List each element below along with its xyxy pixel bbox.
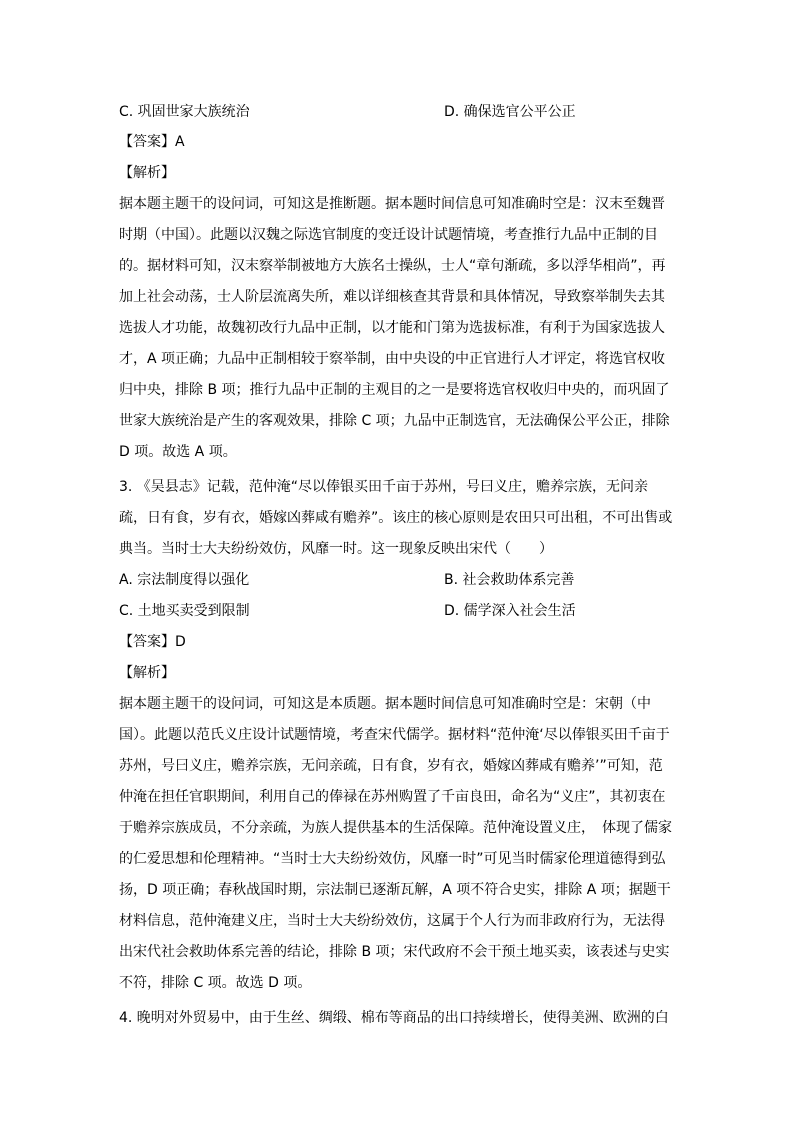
q3-stem-line: 疏，日有食，岁有衣，婚嫁凶葬咸有赡养”。该庄的核心原则是农田只可出租，不可出售或 [119, 510, 673, 526]
q4-stem-line: 4. 晚明对外贸易中，由于生丝、绸缎、棉布等商品的出口持续增长，使得美洲、欧洲的白 [119, 1010, 669, 1026]
q2-answer: 【答案】A [119, 134, 185, 150]
q2-analysis-line: 据本题主题干的设问词，可知这是推断题。据本题时间信息可知准确时空是：汉末至魏晋 [119, 196, 665, 212]
q2-analysis-line: 才，A 项正确；九品中正制相较于察举制，由中央设的中正官进行人才评定，将选官权收 [119, 351, 666, 367]
q2-analysis-line: D 项。故选 A 项。 [119, 444, 237, 460]
q3-option-c: C. 土地买卖受到限制 [119, 603, 250, 619]
q3-stem-line: 典当。当时士大夫纷纷效仿，风靡一时。这一现象反映出宋代（ ） [119, 541, 553, 557]
q3-stem-line: 3. 《吴县志》记载，范仲淹“尽以俸银买田千亩于苏州，号曰义庄，赡养宗族，无问亲 [119, 479, 649, 495]
q3-answer: 【答案】D [119, 634, 186, 650]
q3-analysis-line: 的仁爱思想和伦理精神。“当时士大夫纷纷效仿，风靡一时”可见当时儒家伦理道德得到弘 [119, 851, 666, 867]
q3-analysis-line: 出宋代社会救助体系完善的结论，排除 B 项；宋代政府不会干预土地买卖，该表述与史实 [119, 944, 670, 960]
q3-analysis-line: 苏州，号曰义庄，赡养宗族，无问亲疏，日有食，岁有衣，婚嫁凶葬咸有赡养’”可知，范 [119, 758, 663, 774]
q2-analysis-line: 加上社会动荡，士人阶层流离失所，难以详细核查其背景和具体情况，导致察举制失去其 [119, 289, 665, 305]
q2-option-c: C. 巩固世家大族统治 [119, 104, 250, 120]
q3-analysis-line: 国）。此题以范氏义庄设计试题情境，考查宋代儒学。据材料“范仲淹‘尽以俸银买田千亩于 [119, 727, 670, 743]
q3-analysis-line: 材料信息，范仲淹建义庄，当时士大夫纷纷效仿，这属于个人行为而非政府行为，无法得 [119, 913, 665, 929]
q3-option-a: A. 宗法制度得以强化 [119, 572, 250, 588]
q3-analysis-line: 于赡养宗族成员，不分亲疏，为族人提供基本的生活保障。范仲淹设置义庄， 体现了儒家 [119, 820, 672, 836]
q2-analysis-line: 时期（中国）。此题以汉魏之际选官制度的变迁设计试题情境，考查推行九品中正制的目 [119, 227, 658, 243]
q2-analysis-line: 世家大族统治是产生的客观效果，排除 C 项；九品中正制选官，无法确保公平公正，排除 [119, 413, 670, 429]
q2-analysis-line: 归中央，排除 B 项；推行九品中正制的主观目的之一是要将选官权收归中央的，而巩固了 [119, 382, 670, 398]
q2-analysis-heading: 【解析】 [119, 165, 175, 181]
q3-analysis-line: 不符，排除 C 项。故选 D 项。 [119, 975, 312, 991]
q2-option-d: D. 确保选官公平公正 [444, 104, 576, 120]
q3-analysis-line: 仲淹在担任官职期间，利用自己的俸禄在苏州购置了千亩良田，命名为“义庄”，其初衷在 [119, 789, 666, 805]
q2-analysis-line: 的。据材料可知，汉末察举制被地方大族名士操纵，士人“章句渐疏，多以浮华相尚”，再 [119, 258, 666, 274]
q3-analysis-heading: 【解析】 [119, 665, 175, 681]
q3-option-b: B. 社会救助体系完善 [444, 572, 575, 588]
q3-option-d: D. 儒学深入社会生活 [444, 603, 576, 619]
q3-analysis-line: 据本题主题干的设问词，可知这是本质题。据本题时间信息可知准确时空是：宋朝（中 [119, 696, 651, 712]
q2-analysis-line: 选拔人才功能，故魏初改行九品中正制，以才能和门第为选拔标准，有利于为国家选拔人 [119, 320, 665, 336]
q3-analysis-line: 扬，D 项正确；春秋战国时期，宗法制已逐渐瓦解，A 项不符合史实，排除 A 项；据题干 [119, 882, 671, 898]
